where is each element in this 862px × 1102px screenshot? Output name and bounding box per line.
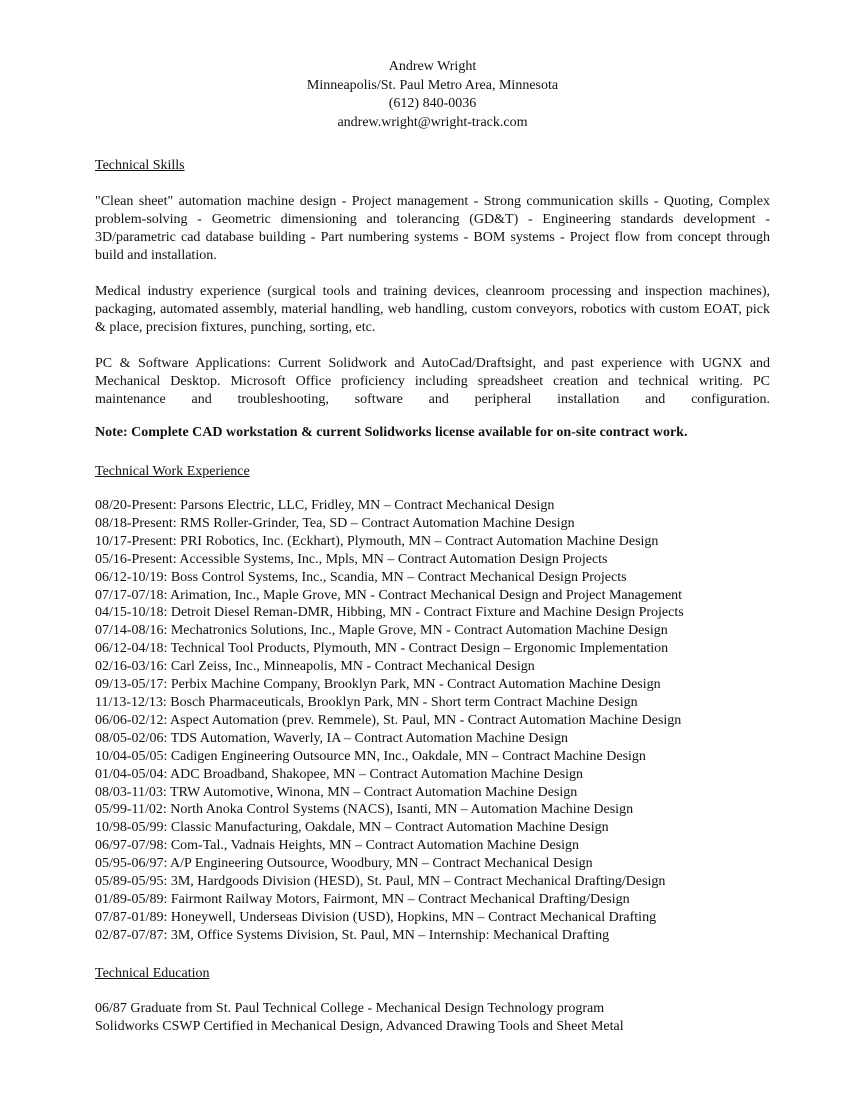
skills-paragraph-core: "Clean sheet" automation machine design - Project management - Strong communication skills - Quoting, Complex problem-solving - Geometric dimensioning and tolerancing (GD&T) - Engineering standards development - 3D/parametric cad database building - Part numbering systems - BOM systems - Project flow from concept through build and installation. xyxy=(95,194,770,263)
candidate-location: Minneapolis/St. Paul Metro Area, Minnesota xyxy=(306,77,559,93)
experience-item: 10/04-05/05: Cadigen Engineering Outsource MN, Inc., Oakdale, MN – Contract Machine Design xyxy=(95,748,646,764)
skills-paragraph-software: PC & Software Applications: Current Solidwork and AutoCad/Draftsight, and past experience with UGNX and Mechanical Desktop. Microsoft Office proficiency including spreadsheet creation and technical writing. PC maintenance and troubleshooting, software and peripheral installation and configuration. xyxy=(95,356,770,407)
resume-header xyxy=(95,58,770,132)
candidate-email: andrew.wright@wright-track.com xyxy=(337,114,528,130)
experience-item: 08/18-Present: RMS Roller-Grinder, Tea, SD – Contract Automation Machine Design xyxy=(95,515,575,531)
experience-item: 06/06-02/12: Aspect Automation (prev. Remmele), St. Paul, MN - Contract Automation Machine Design xyxy=(95,712,682,728)
experience-item: 01/89-05/89: Fairmont Railway Motors, Fairmont, MN – Contract Mechanical Drafting/Design xyxy=(95,891,630,907)
education-item: 06/87 Graduate from St. Paul Technical College - Mechanical Design Technology program xyxy=(95,1000,605,1016)
experience-item: 02/16-03/16: Carl Zeiss, Inc., Minneapolis, MN - Contract Mechanical Design xyxy=(95,659,535,675)
experience-item: 07/14-08/16: Mechatronics Solutions, Inc., Maple Grove, MN - Contract Automation Machine Design xyxy=(95,623,668,639)
candidate-name: Andrew Wright xyxy=(388,59,477,74)
experience-item: 09/13-05/17: Perbix Machine Company, Brooklyn Park, MN - Contract Automation Machine Design xyxy=(95,677,661,693)
cad-workstation-note: Note: Complete CAD workstation & current Solidworks license available for on-site contract work. xyxy=(95,425,688,440)
work-experience-heading: Technical Work Experience xyxy=(95,464,250,479)
experience-item: 01/04-05/04: ADC Broadband, Shakopee, MN – Contract Automation Machine Design xyxy=(95,766,583,782)
experience-item: 11/13-12/13: Bosch Pharmaceuticals, Brooklyn Park, MN - Short term Contract Machine Design xyxy=(95,694,638,710)
experience-item: 05/16-Present: Accessible Systems, Inc., Mpls, MN – Contract Automation Design Projects xyxy=(95,551,608,567)
education-list xyxy=(95,1000,770,1036)
experience-item: 08/05-02/06: TDS Automation, Waverly, IA – Contract Automation Machine Design xyxy=(95,730,569,746)
experience-item: 10/17-Present: PRI Robotics, Inc. (Eckhart), Plymouth, MN – Contract Automation Machine Design xyxy=(95,533,659,549)
technical-education-heading: Technical Education xyxy=(95,965,210,981)
experience-item: 08/03-11/03: TRW Automotive, Winona, MN – Contract Automation Machine Design xyxy=(95,784,578,800)
experience-item: 10/98-05/99: Classic Manufacturing, Oakdale, MN – Contract Automation Machine Design xyxy=(95,820,609,836)
technical-skills-heading: Technical Skills xyxy=(95,158,185,173)
experience-item: 02/87-07/87: 3M, Office Systems Division, St. Paul, MN – Internship: Mechanical Drafting xyxy=(95,927,610,943)
experience-item: 06/12-04/18: Technical Tool Products, Plymouth, MN - Contract Design – Ergonomic Implementation xyxy=(95,641,669,657)
experience-item: 05/95-06/97: A/P Engineering Outsource, Woodbury, MN – Contract Mechanical Design xyxy=(95,856,593,872)
candidate-phone: (612) 840-0036 xyxy=(388,96,477,111)
work-experience-list xyxy=(95,497,770,945)
skills-paragraph-industry: Medical industry experience (surgical tools and training devices, cleanroom processing and inspection machines), packaging, automated assembly, material handling, web handling, custom conveyors, robotics with custom EOAT, pick & place, precision fixtures, punching, sorting, etc. xyxy=(95,284,770,335)
experience-item: 07/17-07/18: Arimation, Inc., Maple Grove, MN - Contract Mechanical Design and Project Management xyxy=(95,587,683,603)
experience-item: 06/12-10/19: Boss Control Systems, Inc., Scandia, MN – Contract Mechanical Design Projects xyxy=(95,569,627,585)
experience-item: 04/15-10/18: Detroit Diesel Reman-DMR, Hibbing, MN - Contract Fixture and Machine Design Projects xyxy=(95,605,684,621)
experience-item: 05/99-11/02: North Anoka Control Systems (NACS), Isanti, MN – Automation Machine Design xyxy=(95,802,634,818)
experience-item: 05/89-05/95: 3M, Hardgoods Division (HESD), St. Paul, MN – Contract Mechanical Drafting/Design xyxy=(95,874,666,890)
education-item: Solidworks CSWP Certified in Mechanical Design, Advanced Drawing Tools and Sheet Metal xyxy=(95,1018,624,1034)
experience-item: 06/97-07/98: Com-Tal., Vadnais Heights, MN – Contract Automation Machine Design xyxy=(95,838,580,854)
experience-item: 07/87-01/89: Honeywell, Underseas Division (USD), Hopkins, MN – Contract Mechanical Drafting xyxy=(95,909,657,925)
experience-item: 08/20-Present: Parsons Electric, LLC, Fridley, MN – Contract Mechanical Design xyxy=(95,498,555,513)
